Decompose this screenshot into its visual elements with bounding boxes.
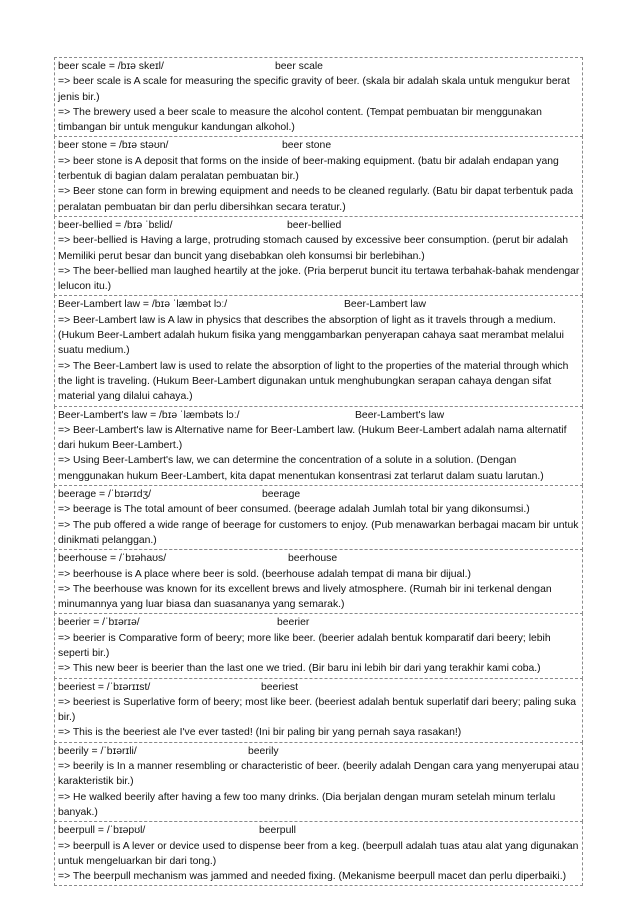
dictionary-entry: [54, 613, 583, 678]
entry-pronunciation: beer stone = /bɪə stəʊn/: [58, 140, 169, 152]
entry-pronunciation: beerage = /ˈbɪərɪdʒ/: [58, 489, 152, 501]
entry-pronunciation: Beer-Lambert law = /bɪə ˈlæmbət lɔː/: [58, 299, 228, 311]
entry-headword: beer-bellied: [287, 219, 342, 231]
entry-headword: beerhouse: [288, 553, 338, 565]
entry-definition: => beeriest is Superlative form of beery; most like beer. (beeriest adalah bentuk superlatif dari beery; paling suka bir.): [58, 696, 577, 724]
entry-definition: => beer scale is A scale for measuring the specific gravity of beer. (skala bir adalah skala untuk mengukur berat jenis bir.): [58, 76, 570, 103]
entry-headword: beerage: [262, 489, 301, 501]
dictionary-sheet: [54, 58, 583, 886]
entry-headword: beerier: [277, 617, 310, 629]
dictionary-entry: [54, 821, 583, 886]
entry-example: => The brewery used a beer scale to measure the alcohol content. (Tempat pembuatan bir menggunakan timbangan bir untuk mengukur kandungan alkohol.): [58, 106, 542, 134]
dictionary-entry: [54, 216, 583, 296]
entry-pronunciation: Beer-Lambert's law = /bɪə ˈlæmbəts lɔː/: [58, 409, 240, 421]
entry-headword: beerpull: [259, 825, 296, 837]
entry-example: => The beer-bellied man laughed heartily at the joke. (Pria berperut buncit itu tertawa terbahak-bahak mendengar lelucon itu.): [58, 265, 580, 293]
entry-header: [58, 297, 580, 312]
entry-header: [58, 408, 580, 423]
entry-header: [58, 615, 580, 630]
entry-header: [58, 823, 580, 838]
entry-header: [58, 744, 580, 759]
entry-definition: => Beer-Lambert's law is Alternative name for Beer-Lambert law. (Hukum Beer-Lambert adalah nama alternatif dari hukum Beer-Lambert.): [58, 424, 567, 452]
dictionary-entry: [54, 742, 583, 822]
entry-definition: => beerily is In a manner resembling or characteristic of beer. (beerily adalah Dengan cara yang menyerupai atau karakteristik bir.): [58, 761, 579, 788]
entry-header: [58, 487, 580, 502]
dictionary-entry: [54, 678, 583, 743]
dictionary-entry: [54, 295, 583, 406]
entry-example: => He walked beerily after having a few too many drinks. (Dia berjalan dengan muram setelah minum terlalu banyak.): [58, 791, 556, 818]
entry-pronunciation: beer scale = /bɪə skeɪl/: [58, 61, 164, 72]
entry-header: [58, 59, 580, 74]
entry-definition: => Beer-Lambert law is A law in physics that describes the absorption of light as it travels through a medium. (Hukum Beer-Lambert adalah hukum fisika yang menggambarkan penyerapan cahaya saat merambat melalui suatu medium.): [58, 314, 564, 357]
entry-definition: => beerage is The total amount of beer consumed. (beerage adalah Jumlah total bir yang dikonsumsi.): [58, 504, 530, 516]
entry-header: [58, 680, 580, 695]
entry-example: => The Beer-Lambert law is used to relate the absorption of light to the properties of the material through which the light is traveling. (Hukum Beer-Lambert digunakan untuk menghubungkan serapan cahaya dengan sifat material yang dilalui cahaya.): [58, 360, 569, 403]
entry-header: [58, 218, 580, 233]
dictionary-entry: [54, 549, 583, 614]
entry-example: => This new beer is beerier than the last one we tried. (Bir baru ini lebih bir dari yang terakhir kami coba.): [58, 663, 541, 675]
dictionary-entry: [54, 485, 583, 550]
entry-header: [58, 138, 580, 153]
entry-example: => This is the beeriest ale I've ever tasted! (Ini bir paling bir yang pernah saya rasakan!): [58, 727, 462, 739]
dictionary-entry: [54, 57, 583, 137]
dictionary-entry: [54, 406, 583, 486]
entry-header: [58, 551, 580, 566]
dictionary-entry: [54, 136, 583, 216]
entry-headword: beerily: [248, 745, 279, 757]
entry-example: => Beer stone can form in brewing equipment and needs to be cleaned regularly. (Batu bir dapat terbentuk pada peralatan pembuatan bir dan perlu dibersihkan secara teratur.): [58, 186, 574, 213]
entry-pronunciation: beeriest = /ˈbɪərɪɪst/: [58, 681, 151, 693]
entry-definition: => beerhouse is A place where beer is sold. (beerhouse adalah tempat di mana bir dijual.): [58, 568, 471, 580]
entry-pronunciation: beerhouse = /ˈbɪəhaʊs/: [58, 553, 167, 565]
entry-definition: => beer stone is A deposit that forms on the inside of beer-making equipment. (batu bir adalah endapan yang terbentuk di bagian dalam peralatan pembuatan bir.): [58, 155, 559, 183]
entry-definition: => beer-bellied is Having a large, protruding stomach caused by excessive beer consumption. (perut bir adalah Memiliki perut besar dan buncit yang disebabkan oleh konsumsi bir berlebihan.): [58, 235, 569, 262]
entry-headword: beer scale: [275, 61, 323, 72]
entry-headword: beeriest: [261, 681, 298, 693]
entry-definition: => beerier is Comparative form of beery; more like beer. (beerier adalah bentuk komparatif dari beery; lebih seperti bir.): [58, 632, 551, 659]
entry-example: => The beerpull mechanism was jammed and needed fixing. (Mekanisme beerpull macet dan perlu diperbaiki.): [58, 871, 567, 883]
entry-pronunciation: beerpull = /ˈbɪəpʊl/: [58, 825, 146, 837]
entry-example: => The beerhouse was known for its excellent brews and lively atmosphere. (Rumah bir ini terkenal dengan minumannya yang luar biasa dan suasananya yang semarak.): [58, 583, 552, 611]
entry-pronunciation: beerier = /ˈbɪərɪə/: [58, 617, 140, 629]
entry-headword: Beer-Lambert's law: [355, 409, 445, 421]
entry-example: => The pub offered a wide range of beerage for customers to enjoy. (Pub menawarkan berbagai macam bir untuk dinikmati pelanggan.): [58, 519, 579, 546]
entry-headword: beer stone: [282, 140, 332, 152]
entry-headword: Beer-Lambert law: [344, 299, 427, 311]
entry-example: => Using Beer-Lambert's law, we can determine the concentration of a solute in a solution. (Dengan menggunakan hukum Beer-Lambert, kita dapat menentukan konsentrasi zat terlarut dalam suatu larutan.): [58, 455, 544, 482]
entry-definition: => beerpull is A lever or device used to dispense beer from a keg. (beerpull adalah tuas atau alat yang digunakan untuk mengeluarkan bir dari tong.): [58, 840, 579, 867]
entry-pronunciation: beerily = /ˈbɪərɪli/: [58, 745, 137, 757]
entry-pronunciation: beer-bellied = /bɪə ˈbɛlid/: [58, 219, 173, 231]
